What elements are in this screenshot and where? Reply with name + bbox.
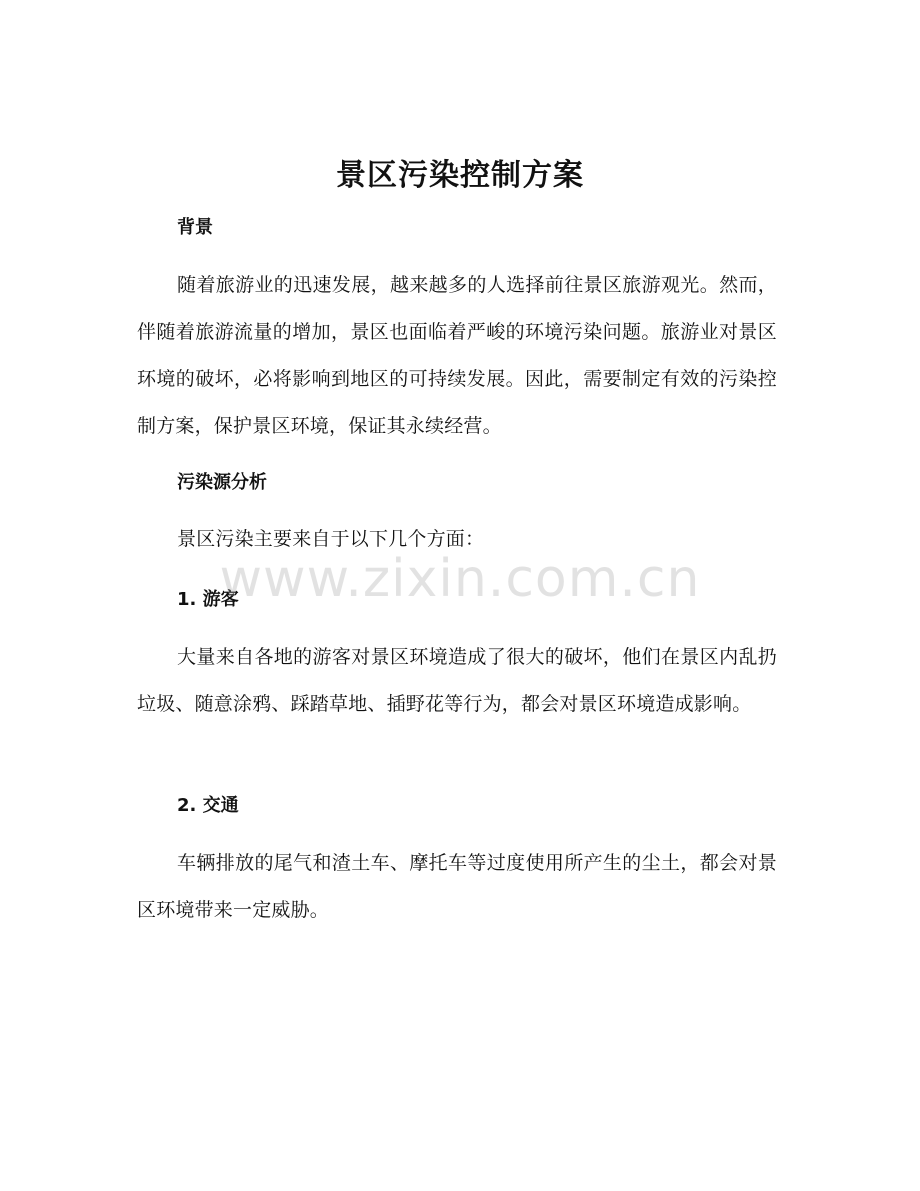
subheading-traffic: 2. 交通 bbox=[177, 795, 239, 816]
section-heading-background: 背景 bbox=[177, 217, 213, 238]
watermark: www.zixin.com.cn bbox=[219, 549, 701, 609]
traffic-paragraph: 车辆排放的尾气和渣土车、摩托车等过度使用所产生的尘土，都会对景区环境带来一定威胁。 bbox=[137, 852, 777, 921]
document-title: 景区污染控制方案 bbox=[336, 158, 584, 193]
background-paragraph: 随着旅游业的迅速发展，越来越多的人选择前往景区旅游观光。然而，伴随着旅游流量的增加，景区也面临着严峻的环境污染问题。旅游业对景区环境的破坏，必将影响到地区的可持续发展。因此，需要制定有效的污染控制方案，保护景区环境，保证其永续经营。 bbox=[137, 274, 777, 437]
pollution-intro-paragraph: 景区污染主要来自于以下几个方面： bbox=[177, 528, 485, 550]
subheading-tourists: 1. 游客 bbox=[177, 589, 239, 610]
tourists-paragraph: 大量来自各地的游客对景区环境造成了很大的破坏，他们在景区内乱扔垃圾、随意涂鸦、踩踏草地、插野花等行为，都会对景区环境造成影响。 bbox=[137, 646, 777, 715]
section-heading-pollution-analysis: 污染源分析 bbox=[177, 472, 267, 493]
